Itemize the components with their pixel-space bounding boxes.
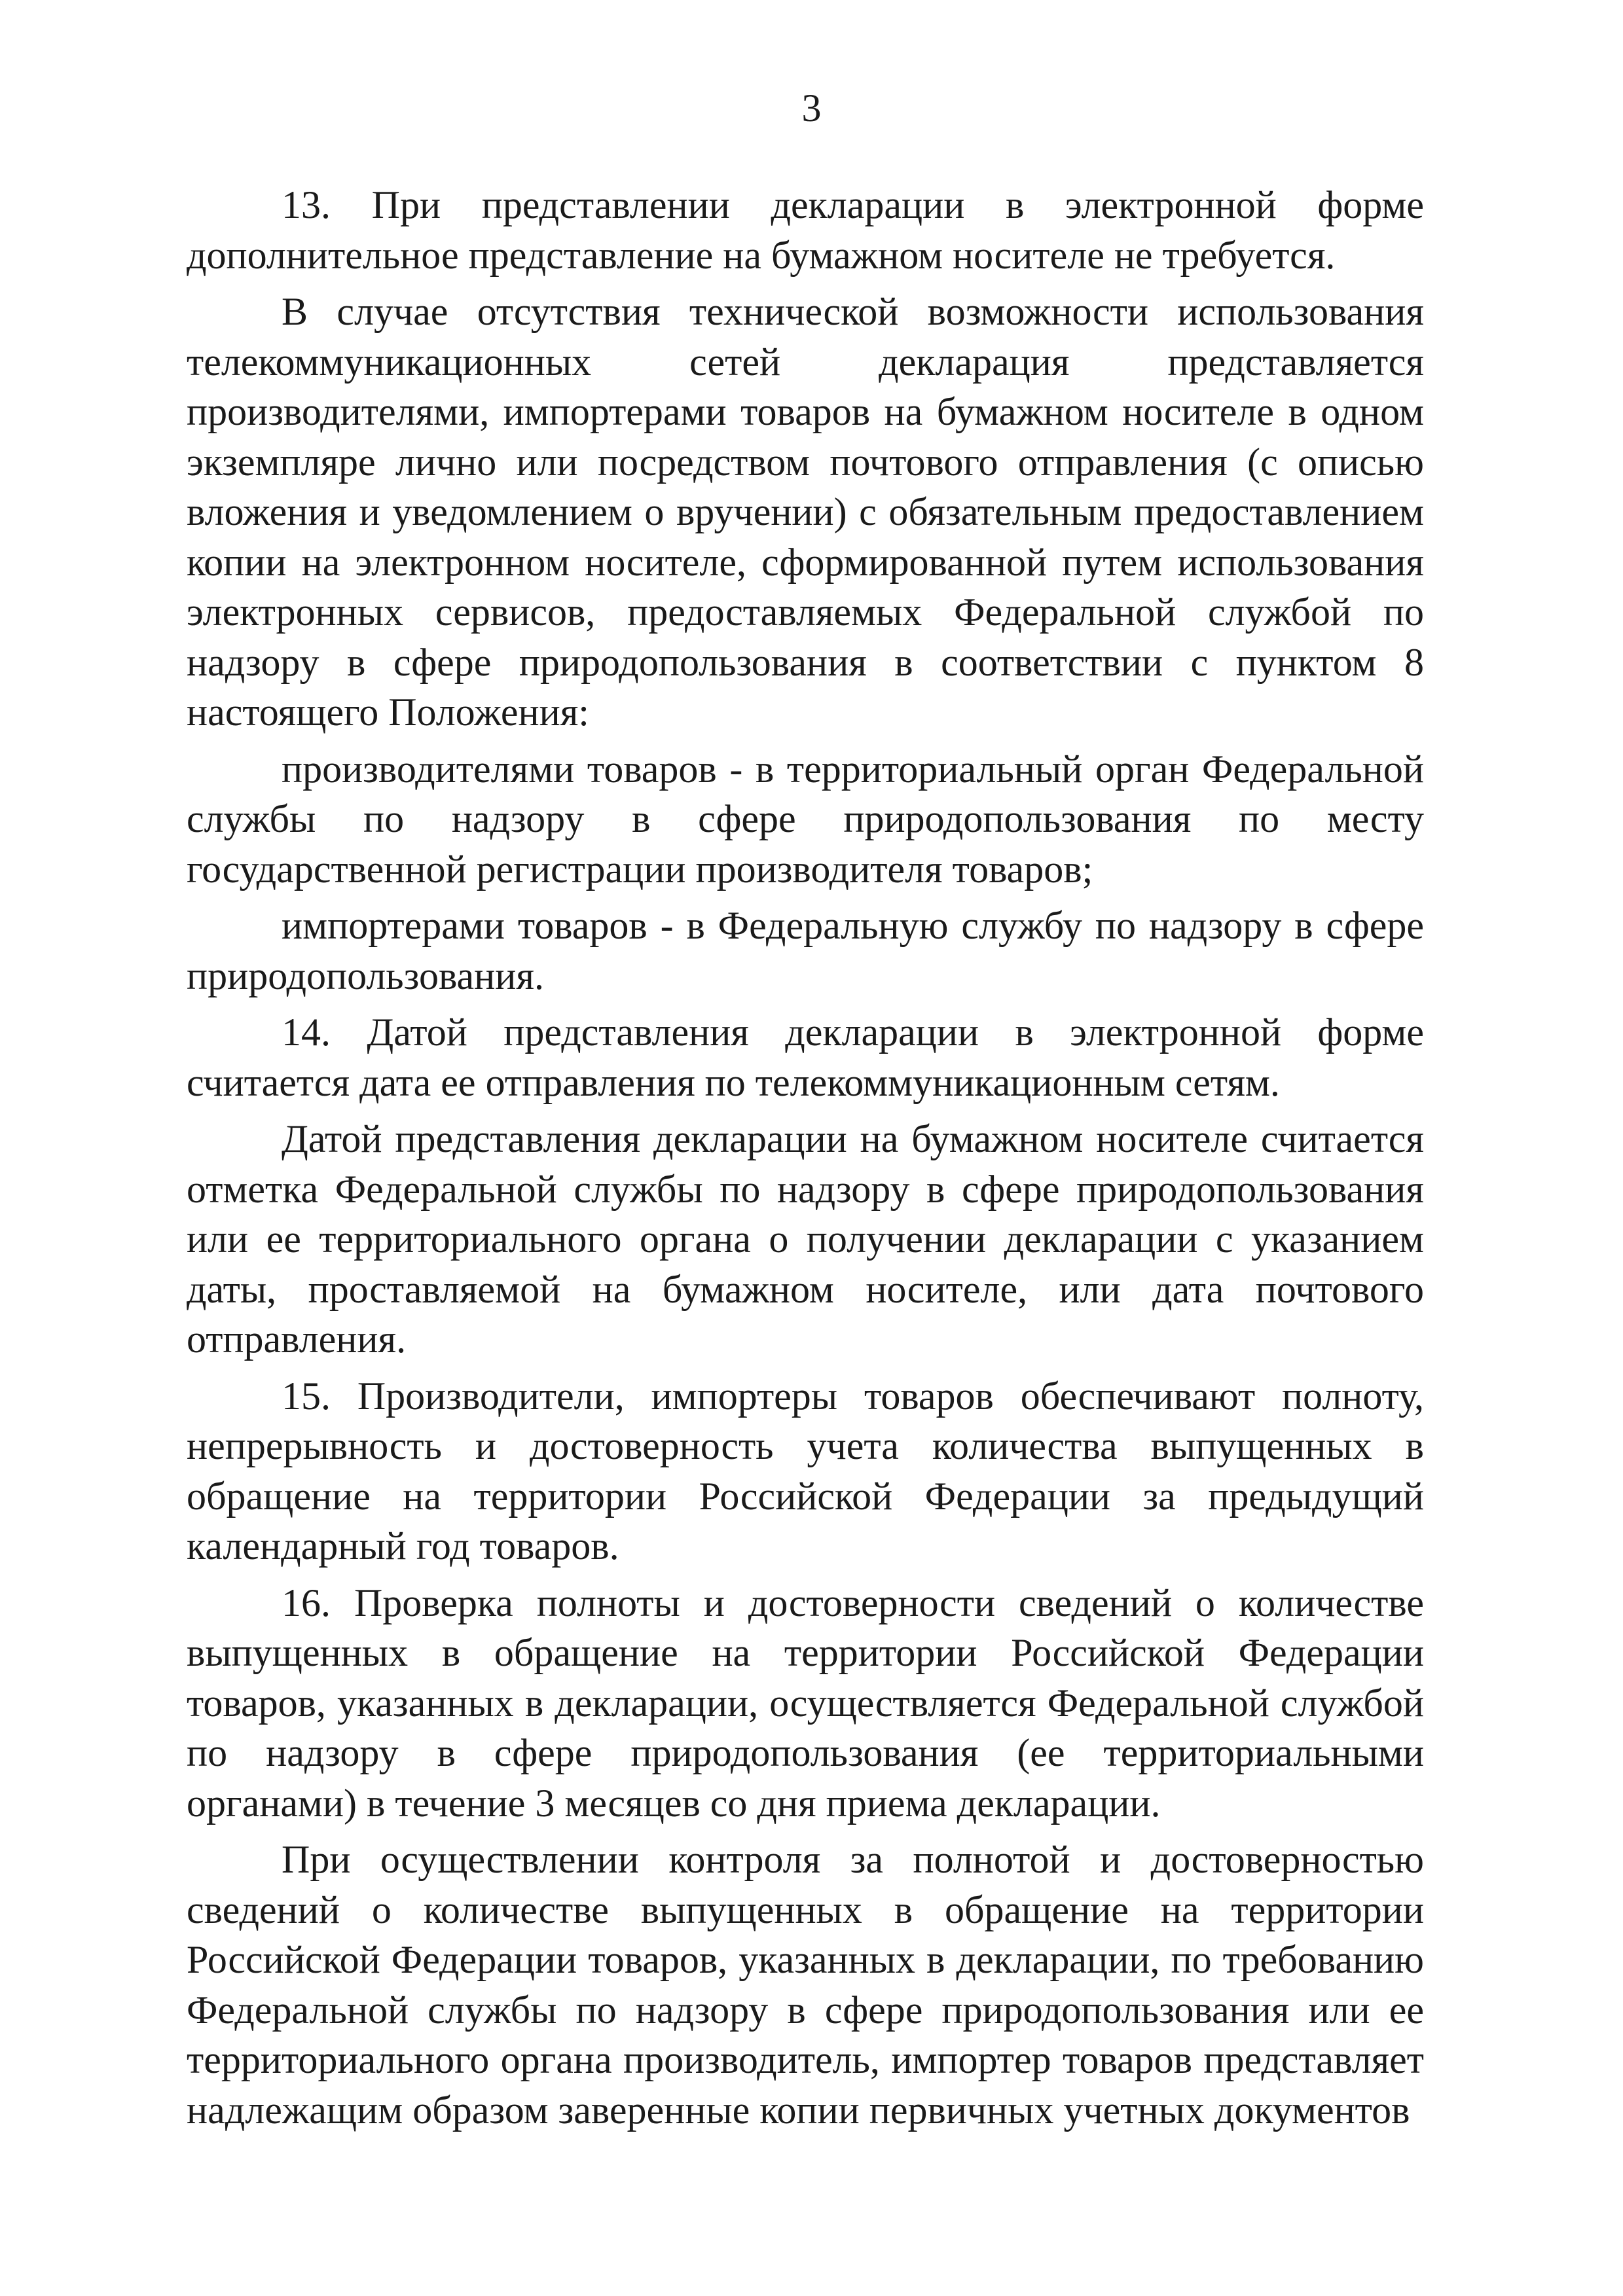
paragraph-control: При осуществлении контроля за полнотой и достоверностью сведений о количестве выпущенных в обращение на территории Российской Федерации товаров, указанных в декларации, по требованию Федеральной службы по надзору в сфере природопользования или ее территориального органа производитель, импортер товаров представляет надлежащим образом заверенные копии первичных учетных документов bbox=[187, 1838, 1424, 2132]
page-number: 3 bbox=[801, 86, 822, 130]
paragraph-15: 15. Производители, импортеры товаров обеспечивают полноту, непрерывность и достоверность учета количества выпущенных в обращение на территории Российской Федерации за предыдущий календарный год товаров. bbox=[187, 1374, 1424, 1568]
document-body bbox=[187, 180, 1424, 2135]
paragraph-14: 14. Датой представления декларации в электронной форме считается дата ее отправления по телекоммуникационным сетям. bbox=[187, 1011, 1424, 1104]
paragraph-16: 16. Проверка полноты и достоверности сведений о количестве выпущенных в обращение на территории Российской Федерации товаров, указанных в декларации, осуществляется Федеральной службой по надзору в сфере природопользования (ее территориальными органами) в течение 3 месяцев со дня приема декларации. bbox=[187, 1581, 1424, 1825]
paragraph-paper-submission: В случае отсутствия технической возможности использования телекоммуникационных сетей декларация представляется производителями, импортерами товаров на бумажном носителе в одном экземпляре лично или посредством почтового отправления (с описью вложения и уведомлением о вручении) с обязательным предоставлением копии на электронном носителе, сформированной путем использования электронных сервисов, предоставляемых Федеральной службой по надзору в сфере природопользования в соответствии с пунктом 8 настоящего Положения: bbox=[187, 290, 1424, 734]
paragraph-paper-date: Датой представления декларации на бумажном носителе считается отметка Федеральной службы по надзору в сфере природопользования или ее территориального органа о получении декларации с указанием даты, проставляемой на бумажном носителе, или дата почтового отправления. bbox=[187, 1117, 1424, 1361]
paragraph-13: 13. При представлении декларации в электронной форме дополнительное представление на бумажном носителе не требуется. bbox=[187, 183, 1424, 277]
paragraph-producers: производителями товаров - в территориальный орган Федеральной службы по надзору в сфере природопользования по месту государственной регистрации производителя товаров; bbox=[187, 747, 1424, 891]
paragraph-importers: импортерами товаров - в Федеральную службу по надзору в сфере природопользования. bbox=[187, 904, 1424, 997]
